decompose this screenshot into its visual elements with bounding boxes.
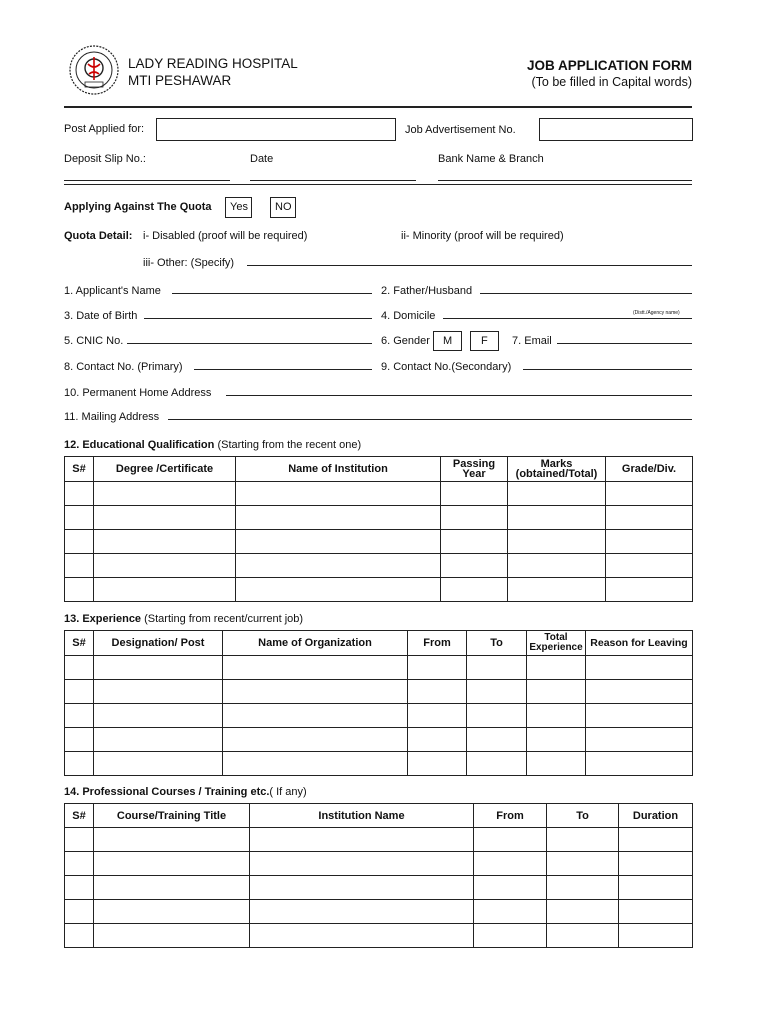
- table-cell[interactable]: [65, 578, 94, 602]
- gender-label: 6. Gender: [381, 335, 430, 347]
- table-cell[interactable]: [223, 656, 408, 680]
- table-cell[interactable]: [508, 482, 606, 506]
- table-cell[interactable]: [65, 506, 94, 530]
- table-cell[interactable]: [619, 852, 693, 876]
- date-label: Date: [250, 153, 274, 165]
- table-cell[interactable]: [474, 828, 547, 852]
- permanent-address-label: 10. Permanent Home Address: [64, 387, 212, 399]
- father-line[interactable]: [480, 293, 692, 294]
- quota-detail-label: Quota Detail:: [64, 230, 133, 242]
- table-cell[interactable]: [223, 752, 408, 776]
- domicile-label: 4. Domicile: [381, 310, 436, 322]
- org-location: MTI PESHAWAR: [128, 73, 232, 88]
- table-row: [65, 852, 693, 876]
- education-col-institution: Name of Institution: [236, 457, 441, 482]
- table-cell[interactable]: [547, 852, 619, 876]
- table-cell[interactable]: [94, 554, 236, 578]
- table-cell[interactable]: [441, 554, 508, 578]
- contact-secondary-label: 9. Contact No.(Secondary): [381, 361, 512, 373]
- table-cell[interactable]: [65, 752, 94, 776]
- table-cell[interactable]: [94, 578, 236, 602]
- dob-line[interactable]: [144, 318, 372, 319]
- courses-col-to: To: [547, 804, 619, 828]
- table-row: [65, 704, 693, 728]
- table-cell[interactable]: [94, 680, 223, 704]
- table-cell[interactable]: [94, 752, 223, 776]
- quota-yes-box[interactable]: [225, 197, 252, 218]
- form-title: JOB APPLICATION FORM: [527, 58, 692, 73]
- table-cell[interactable]: [441, 506, 508, 530]
- table-cell[interactable]: [94, 728, 223, 752]
- table-cell[interactable]: [408, 704, 467, 728]
- table-cell[interactable]: [508, 578, 606, 602]
- table-row: [65, 506, 693, 530]
- courses-col-from: From: [474, 804, 547, 828]
- experience-col-sn: S#: [65, 631, 94, 656]
- table-cell[interactable]: [467, 680, 527, 704]
- post-applied-label: Post Applied for:: [64, 123, 145, 135]
- table-cell[interactable]: [236, 578, 441, 602]
- gender-female-label: F: [481, 335, 488, 347]
- table-cell[interactable]: [547, 828, 619, 852]
- table-cell[interactable]: [586, 728, 693, 752]
- table-row: [65, 656, 693, 680]
- cnic-label: 5. CNIC No.: [64, 335, 124, 347]
- table-cell[interactable]: [94, 656, 223, 680]
- quota-label: Applying Against The Quota: [64, 201, 212, 213]
- table-row: [65, 900, 693, 924]
- table-row: [65, 828, 693, 852]
- table-cell[interactable]: [474, 852, 547, 876]
- experience-col-total: Total Experience: [527, 631, 586, 656]
- table-cell[interactable]: [94, 852, 250, 876]
- experience-table: [64, 630, 693, 776]
- table-cell[interactable]: [606, 506, 693, 530]
- gender-male-label: M: [443, 335, 453, 347]
- table-cell[interactable]: [65, 530, 94, 554]
- table-cell[interactable]: [474, 900, 547, 924]
- table-cell[interactable]: [527, 752, 586, 776]
- table-cell[interactable]: [547, 924, 619, 948]
- table-cell[interactable]: [223, 728, 408, 752]
- contact-primary-label: 8. Contact No. (Primary): [64, 361, 183, 373]
- table-cell[interactable]: [408, 752, 467, 776]
- table-cell[interactable]: [65, 924, 94, 948]
- table-cell[interactable]: [508, 554, 606, 578]
- table-cell[interactable]: [619, 876, 693, 900]
- post-applied-input[interactable]: [156, 118, 396, 141]
- experience-col-reason: Reason for Leaving: [586, 631, 693, 656]
- table-cell[interactable]: [619, 924, 693, 948]
- table-row: [65, 680, 693, 704]
- table-cell[interactable]: [223, 680, 408, 704]
- table-cell[interactable]: [250, 876, 474, 900]
- table-row: [65, 752, 693, 776]
- deposit-slip-line[interactable]: [64, 180, 230, 181]
- quota-disabled: i- Disabled (proof will be required): [143, 230, 308, 242]
- email-label: 7. Email: [512, 335, 552, 347]
- table-cell[interactable]: [236, 554, 441, 578]
- experience-heading: 13. Experience (Starting from recent/current job): [64, 613, 304, 625]
- quota-yes-label: Yes: [230, 201, 248, 213]
- education-col-grade: Grade/Div.: [606, 457, 693, 482]
- table-cell[interactable]: [527, 656, 586, 680]
- table-cell[interactable]: [547, 900, 619, 924]
- courses-table: [64, 803, 693, 948]
- table-cell[interactable]: [65, 852, 94, 876]
- table-cell[interactable]: [527, 680, 586, 704]
- email-line[interactable]: [557, 343, 692, 344]
- father-label: 2. Father/Husband: [381, 285, 473, 297]
- quota-other-line[interactable]: [247, 265, 692, 266]
- table-cell[interactable]: [547, 876, 619, 900]
- cnic-line[interactable]: [127, 343, 372, 344]
- mailing-address-label: 11. Mailing Address: [64, 411, 160, 423]
- education-col-degree: Degree /Certificate: [94, 457, 236, 482]
- education-table: [64, 456, 693, 602]
- table-cell[interactable]: [65, 704, 94, 728]
- education-col-marks: Marks (obtained/Total): [508, 457, 606, 482]
- domicile-note: (Distt./Agency name): [633, 310, 680, 316]
- table-cell[interactable]: [94, 704, 223, 728]
- section-divider: [64, 184, 692, 185]
- date-line[interactable]: [250, 180, 416, 181]
- table-row: [65, 530, 693, 554]
- table-cell[interactable]: [94, 876, 250, 900]
- header-divider: [64, 106, 692, 108]
- mailing-address-line[interactable]: [168, 419, 692, 420]
- table-cell[interactable]: [94, 828, 250, 852]
- education-col-sn: S#: [65, 457, 94, 482]
- permanent-address-line[interactable]: [226, 395, 692, 396]
- courses-col-duration: Duration: [619, 804, 693, 828]
- contact-primary-line[interactable]: [194, 369, 372, 370]
- table-row: [65, 728, 693, 752]
- experience-col-organization: Name of Organization: [223, 631, 408, 656]
- table-cell[interactable]: [94, 924, 250, 948]
- gender-female-box[interactable]: [470, 331, 499, 351]
- deposit-slip-label: Deposit Slip No.:: [64, 153, 146, 165]
- table-cell[interactable]: [223, 704, 408, 728]
- table-cell[interactable]: [94, 506, 236, 530]
- table-cell[interactable]: [408, 680, 467, 704]
- table-cell[interactable]: [65, 728, 94, 752]
- gender-male-box[interactable]: [433, 331, 462, 351]
- table-cell[interactable]: [65, 828, 94, 852]
- table-cell[interactable]: [474, 876, 547, 900]
- applicant-name-line[interactable]: [172, 293, 372, 294]
- experience-col-to: To: [467, 631, 527, 656]
- table-cell[interactable]: [586, 656, 693, 680]
- table-cell[interactable]: [441, 482, 508, 506]
- table-cell[interactable]: [527, 728, 586, 752]
- table-cell[interactable]: [467, 752, 527, 776]
- table-cell[interactable]: [94, 530, 236, 554]
- table-cell[interactable]: [606, 578, 693, 602]
- table-cell[interactable]: [65, 680, 94, 704]
- table-cell[interactable]: [65, 656, 94, 680]
- hospital-logo: [68, 44, 120, 96]
- org-name: LADY READING HOSPITAL: [128, 56, 298, 71]
- table-cell[interactable]: [508, 530, 606, 554]
- table-cell[interactable]: [474, 924, 547, 948]
- table-cell[interactable]: [250, 828, 474, 852]
- table-cell[interactable]: [586, 704, 693, 728]
- table-cell[interactable]: [408, 656, 467, 680]
- table-cell[interactable]: [65, 900, 94, 924]
- contact-secondary-line[interactable]: [523, 369, 692, 370]
- table-cell[interactable]: [250, 924, 474, 948]
- table-cell[interactable]: [467, 704, 527, 728]
- domicile-line[interactable]: [443, 318, 692, 319]
- table-cell[interactable]: [619, 828, 693, 852]
- table-cell[interactable]: [441, 530, 508, 554]
- table-row: [65, 924, 693, 948]
- table-cell[interactable]: [586, 752, 693, 776]
- table-row: [65, 482, 693, 506]
- table-row: [65, 876, 693, 900]
- table-cell[interactable]: [467, 728, 527, 752]
- quota-no-box[interactable]: [270, 197, 296, 218]
- courses-heading: 14. Professional Courses / Training etc.( If any): [64, 786, 307, 798]
- table-cell[interactable]: [65, 876, 94, 900]
- education-col-year: Passing Year: [441, 457, 508, 482]
- courses-col-sn: S#: [65, 804, 94, 828]
- table-cell[interactable]: [586, 680, 693, 704]
- experience-col-designation: Designation/ Post: [94, 631, 223, 656]
- table-cell[interactable]: [236, 530, 441, 554]
- table-cell[interactable]: [606, 482, 693, 506]
- table-cell[interactable]: [441, 578, 508, 602]
- table-row: [65, 554, 693, 578]
- experience-col-from: From: [408, 631, 467, 656]
- table-cell[interactable]: [236, 506, 441, 530]
- advert-no-label: Job Advertisement No.: [405, 124, 516, 136]
- form-subtitle: (To be filled in Capital words): [531, 75, 692, 89]
- quota-other: iii- Other: (Specify): [143, 257, 235, 269]
- table-cell[interactable]: [65, 554, 94, 578]
- table-cell[interactable]: [250, 852, 474, 876]
- table-cell[interactable]: [94, 482, 236, 506]
- courses-col-institution: Institution Name: [250, 804, 474, 828]
- table-row: [65, 578, 693, 602]
- table-cell[interactable]: [408, 728, 467, 752]
- education-heading: 12. Educational Qualification (Starting from the recent one): [64, 439, 362, 451]
- table-cell[interactable]: [250, 900, 474, 924]
- table-cell[interactable]: [508, 506, 606, 530]
- table-cell[interactable]: [236, 482, 441, 506]
- bank-label: Bank Name & Branch: [438, 153, 544, 165]
- quota-no-label: NO: [275, 201, 292, 213]
- dob-label: 3. Date of Birth: [64, 310, 138, 322]
- courses-col-title: Course/Training Title: [94, 804, 250, 828]
- table-cell[interactable]: [65, 482, 94, 506]
- advert-no-input[interactable]: [539, 118, 693, 141]
- table-cell[interactable]: [467, 656, 527, 680]
- quota-minority: ii- Minority (proof will be required): [401, 230, 564, 242]
- table-cell[interactable]: [606, 530, 693, 554]
- table-cell[interactable]: [94, 900, 250, 924]
- table-cell[interactable]: [527, 704, 586, 728]
- table-cell[interactable]: [619, 900, 693, 924]
- table-cell[interactable]: [606, 554, 693, 578]
- bank-line[interactable]: [438, 180, 692, 181]
- applicant-name-label: 1. Applicant's Name: [64, 285, 161, 297]
